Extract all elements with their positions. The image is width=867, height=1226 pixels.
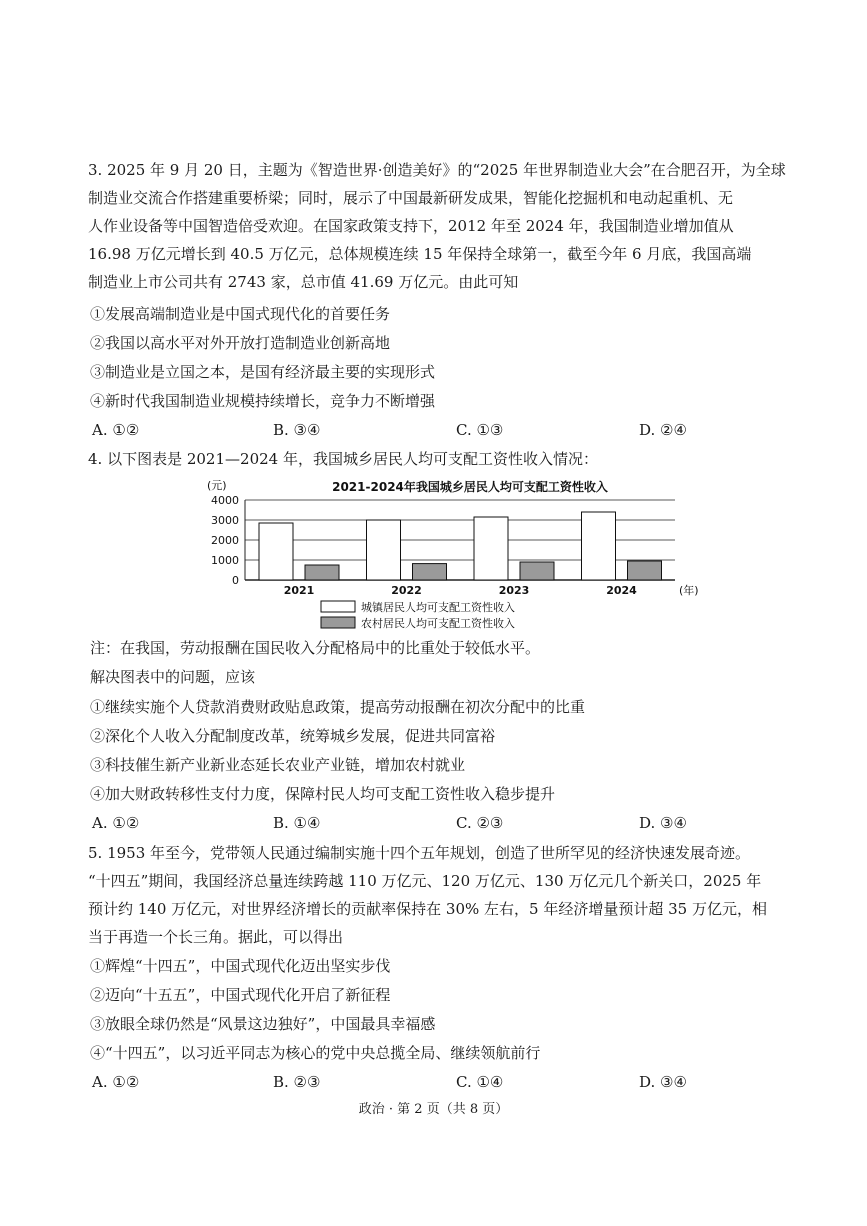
q4-ask: 解决图表中的问题，应该 xyxy=(90,668,256,686)
q3-statement: ④新时代我国制造业规模持续增长，竞争力不断增强 xyxy=(90,392,436,410)
q3-option-c: C. ①③ xyxy=(456,421,504,439)
q3-statement: ③制造业是立国之本，是国有经济最主要的实现形式 xyxy=(90,363,436,381)
q5-option-b: B. ②③ xyxy=(273,1073,321,1091)
x-axis-label: (年) xyxy=(679,584,699,597)
legend-swatch xyxy=(321,617,355,628)
bar-rural xyxy=(305,565,339,580)
legend-label: 城镇居民人均可支配工资性收入 xyxy=(361,601,515,614)
q3-statement: ①发展高端制造业是中国式现代化的首要任务 xyxy=(90,305,391,323)
legend-swatch xyxy=(321,601,355,612)
q3-statement: ②我国以高水平对外开放打造制造业创新高地 xyxy=(90,334,391,352)
q5-statement: ④“十四五”，以习近平同志为核心的党中央总揽全局、继续领航前行 xyxy=(90,1044,541,1062)
q4-statement: ②深化个人收入分配制度改革，统筹城乡发展，促进共同富裕 xyxy=(90,727,496,745)
bar-urban xyxy=(582,512,616,580)
bar-rural xyxy=(520,562,554,580)
q5-line: “十四五”期间，我国经济总量连续跨越 110 万亿元、120 万亿元、130 万亿元几个新关口，2025 年 xyxy=(88,872,762,890)
q4-option-a: A. ①② xyxy=(92,814,140,832)
q3-line: 制造业上市公司共有 2743 家，总市值 41.69 万亿元。由此可知 xyxy=(88,273,519,291)
q5-option-c: C. ①④ xyxy=(456,1073,504,1091)
page-footer: 政治 · 第 2 页（共 8 页） xyxy=(358,1102,509,1117)
y-tick-label: 2000 xyxy=(211,534,239,547)
q4-statement: ④加大财政转移性支付力度，保障村民人均可支配工资性收入稳步提升 xyxy=(90,785,556,803)
q4-intro: 4. 以下图表是 2021—2024 年，我国城乡居民人均可支配工资性收入情况： xyxy=(88,450,598,468)
bar-urban xyxy=(259,523,293,580)
q5-statement: ③放眼全球仍然是“风景这边独好”，中国最具幸福感 xyxy=(90,1015,436,1033)
q4-statement: ①继续实施个人贷款消费财政贴息政策，提高劳动报酬在初次分配中的比重 xyxy=(90,698,586,716)
q4-statement: ③科技催生新产业新业态延长农业产业链，增加农村就业 xyxy=(90,756,466,774)
q4-option-c: C. ②③ xyxy=(456,814,504,832)
y-tick-label: 4000 xyxy=(211,494,239,507)
y-tick-label: 0 xyxy=(232,574,239,587)
q5-statement: ②迈向“十五五”，中国式现代化开启了新征程 xyxy=(90,986,391,1004)
x-tick-label: 2023 xyxy=(498,584,530,597)
q5-option-a: A. ①② xyxy=(92,1073,140,1091)
q5-statement: ①辉煌“十四五”，中国式现代化迈出坚实步伐 xyxy=(90,957,391,975)
x-tick-label: 2024 xyxy=(606,584,637,597)
q5-line: 5. 1953 年至今，党带领人民通过编制实施十四个五年规划，创造了世所罕见的经济快速发展奇迹。 xyxy=(88,844,751,862)
q5-line: 预计约 140 万亿元，对世界经济增长的贡献率保持在 30% 左右，5 年经济增量预计超 35 万亿元，相 xyxy=(88,900,767,918)
q4-option-b: B. ①④ xyxy=(273,814,321,832)
bar-rural xyxy=(628,561,662,580)
q4-note: 注：在我国，劳动报酬在国民收入分配格局中的比重处于较低水平。 xyxy=(90,639,541,657)
q3-option-d: D. ②④ xyxy=(639,421,687,439)
income-bar-chart xyxy=(195,474,715,634)
q5-option-d: D. ③④ xyxy=(639,1073,687,1091)
q3-line: 制造业交流合作搭建重要桥梁；同时，展示了中国最新研发成果，智能化挖掘机和电动起重机、无 xyxy=(88,189,734,207)
legend-label: 农村居民人均可支配工资性收入 xyxy=(361,617,515,630)
bar-rural xyxy=(413,564,447,580)
q3-line: 人作业设备等中国智造倍受欢迎。在国家政策支持下，2012 年至 2024 年，我国制造业增加值从 xyxy=(88,217,734,235)
y-axis-label: (元) xyxy=(207,479,227,492)
q3-line: 3. 2025 年 9 月 20 日，主题为《智造世界·创造美好》的“2025 年世界制造业大会”在合肥召开，为全球 xyxy=(88,161,786,179)
q4-option-d: D. ③④ xyxy=(639,814,687,832)
q5-line: 当于再造一个长三角。据此，可以得出 xyxy=(88,928,344,946)
bar-urban xyxy=(367,520,401,580)
q3-option-b: B. ③④ xyxy=(273,421,321,439)
y-tick-label: 3000 xyxy=(211,514,239,527)
x-tick-label: 2021 xyxy=(283,584,315,597)
q3-line: 16.98 万亿元增长到 40.5 万亿元，总体规模连续 15 年保持全球第一，截至今年 6 月底，我国高端 xyxy=(88,245,752,263)
q3-option-a: A. ①② xyxy=(92,421,140,439)
x-tick-label: 2022 xyxy=(391,584,422,597)
bar-urban xyxy=(474,517,508,580)
chart-title: 2021-2024年我国城乡居民人均可支配工资性收入 xyxy=(332,480,608,494)
y-tick-label: 1000 xyxy=(211,554,239,567)
